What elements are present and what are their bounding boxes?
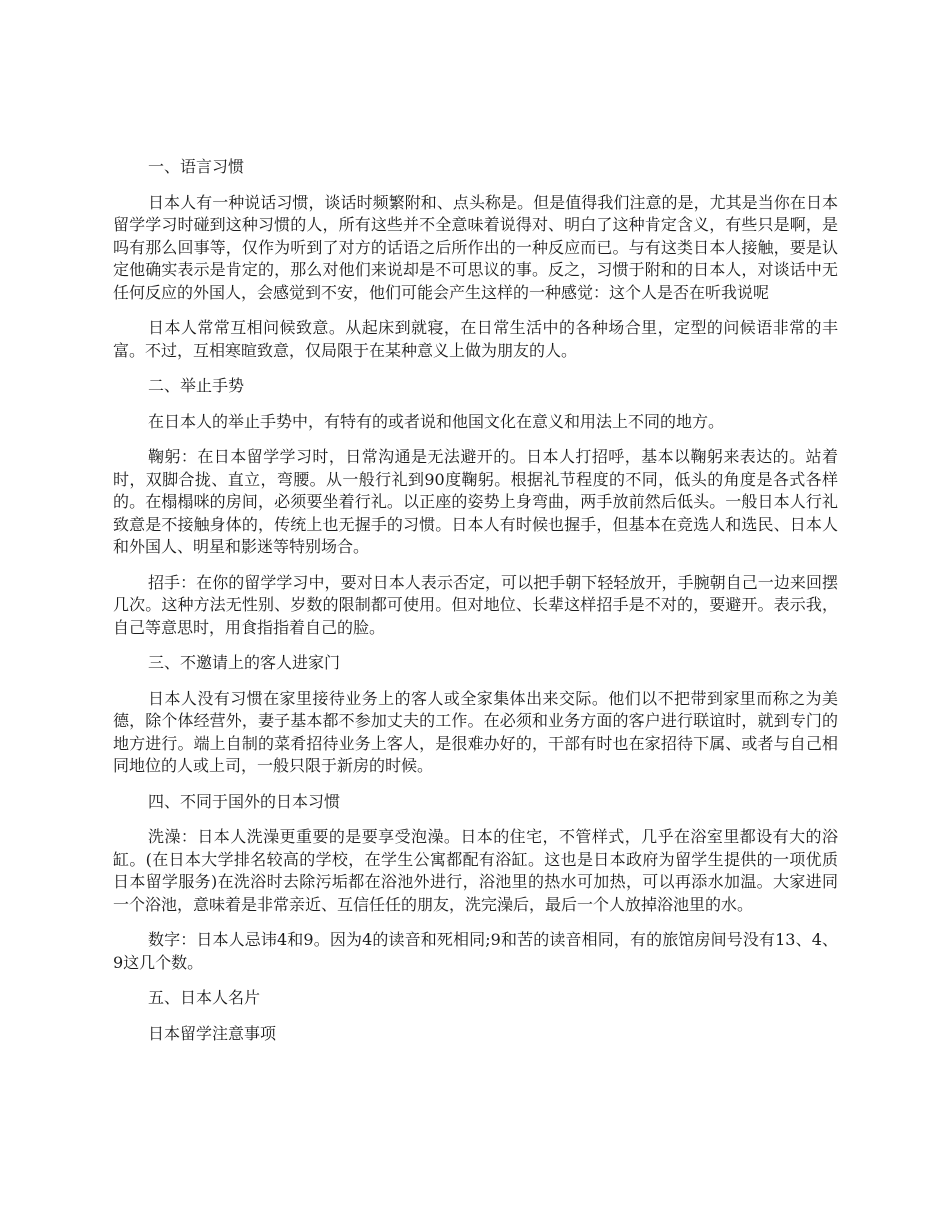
paragraph-bowing: 鞠躬：在日本留学学习时，日常沟通是无法避开的。日本人打招呼，基本以鞠躬来表达的。站着时，双脚合拢、直立，弯腰。从一般行礼到90度鞠躬。根据礼节程度的不同，低头的角度是各式各样的。在榻榻咪的房间，必须要坐着行礼。以正座的姿势上身弯曲，两手放前然后低头。一般日本人行礼致意是不接触身体的，传统上也无握手的习惯。日本人有时候也握手，但基本在竞选人和选民、日本人和外国人、明星和影迷等特别场合。	[113, 447, 838, 556]
section-heading-study-notes: 日本留学注意事项	[148, 1023, 277, 1043]
section-heading-home-guests: 三、不邀请上的客人进家门	[148, 653, 341, 672]
paragraph-gestures-intro: 在日本人的举止手势中，有特有的或者说和他国文化在意义和用法上不同的地方。	[148, 411, 725, 431]
section-heading-business-cards: 五、日本人名片	[148, 988, 261, 1007]
section-heading-gestures: 二、举止手势	[148, 376, 245, 395]
section-heading-language-habits: 一、语言习惯	[148, 157, 245, 176]
paragraph-numbers: 数字：日本人忌讳4和9。因为4的读音和死相同;9和苦的读音相同，有的旅馆房间号没有13、4、9这几个数。	[113, 930, 838, 972]
paragraph-bathing: 洗澡：日本人洗澡更重要的是要享受泡澡。日本的住宅，不管样式，几乎在浴室里都设有大的浴缸。(在日本大学排名较高的学校，在学生公寓都配有浴缸。这也是日本政府为留学生提供的一项优质日本留学服务)在洗浴时去除污垢都在浴池外进行，浴池里的热水可加热，可以再添水加温。大家进同一个浴池，意味着是非常亲近、互信任任的朋友，洗完澡后，最后一个人放掉浴池里的水。	[113, 827, 838, 914]
paragraph-beckoning: 招手：在你的留学学习中，要对日本人表示否定，可以把手朝下轻轻放开，手腕朝自己一边来回摆几次。这种方法无性别、岁数的限制都可使用。但对地位、长辈这样招手是不对的，要避开。表示我，自己等意思时，用食指指着自己的脸。	[113, 572, 838, 637]
paragraph-greetings: 日本人常常互相问候致意。从起床到就寝，在日常生活中的各种场合里，定型的问候语非常的丰富。不过，互相寒暄致意，仅局限于在某种意义上做为朋友的人。	[113, 318, 838, 360]
paragraph-home-entertaining: 日本人没有习惯在家里接待业务上的客人或全家集体出来交际。他们以不把带到家里而称之为美德，除个体经营外，妻子基本都不参加丈夫的工作。在必须和业务方面的客户进行联谊时，就到专门的地方进行。端上自制的菜肴招待业务上客人，是很难办好的，干部有时也在家招待下属、或者与自己相同地位的人或上司，一般只限于新房的时候。	[113, 688, 838, 775]
document-body	[113, 156, 838, 1058]
paragraph-agreeing-habit: 日本人有一种说话习惯，谈话时频繁附和、点头称是。但是值得我们注意的是，尤其是当你在日本留学学习时碰到这种习惯的人，所有这些并不全意味着说得对、明白了这种肯定含义，有些只是啊，是吗有那么回事等，仅作为听到了对方的话语之后所作出的一种反应而已。与有这类日本人接触，要是认定他确实表示是肯定的，那么对他们来说却是不可思议的事。反之，习惯于附和的日本人，对谈话中无任何反应的外国人，会感觉到不安，他们可能会产生这样的一种感觉：这个人是否在听我说呢	[113, 192, 838, 302]
section-heading-unique-customs: 四、不同于国外的日本习惯	[148, 791, 341, 811]
